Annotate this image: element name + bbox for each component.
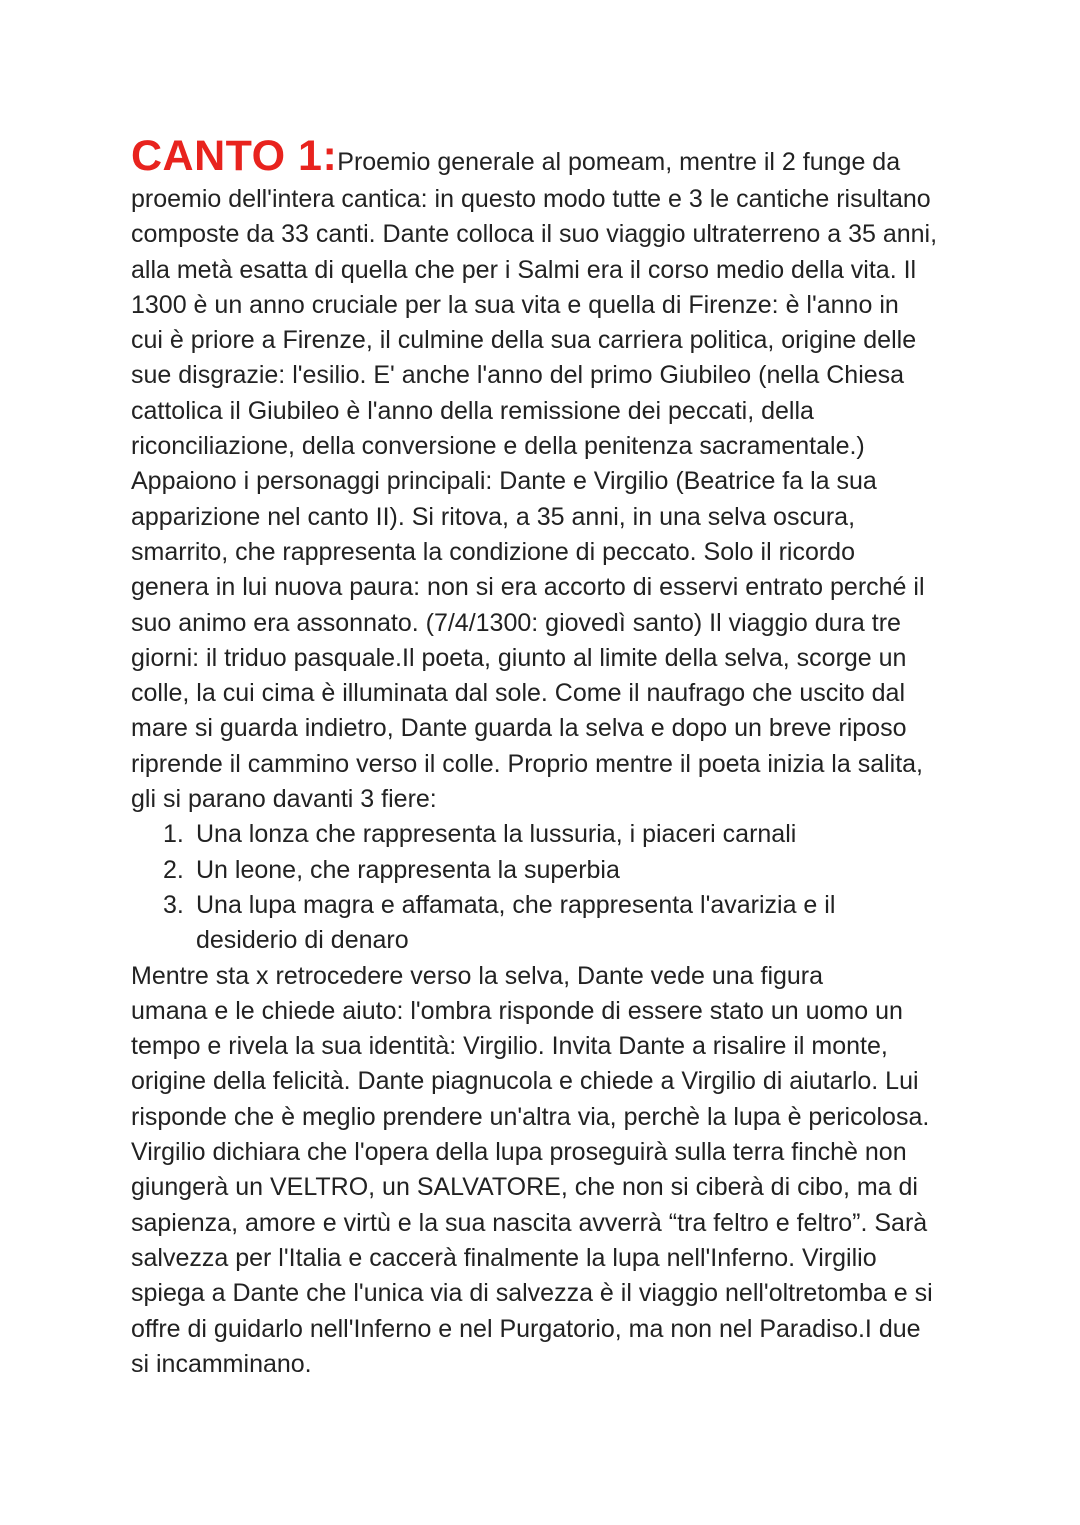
list-item-text: Un leone, che rappresenta la superbia: [196, 855, 620, 884]
fiere-list: [131, 817, 961, 958]
text-line: gli si parano davanti 3 fiere:: [131, 785, 437, 814]
text-line: Virgilio dichiara che l'opera della lupa proseguirà sulla terra finchè non: [131, 1138, 907, 1167]
list-item-number: 3.: [163, 890, 184, 919]
canto-title: CANTO 1:: [131, 132, 338, 180]
text-line: tempo e rivela la sua identità: Virgilio. Invita Dante a risalire il monte,: [131, 1032, 888, 1061]
text-line: mare si guarda indietro, Dante guarda la selva e dopo un breve riposo: [131, 714, 907, 743]
text-line: si incamminano.: [131, 1349, 312, 1378]
text-line: composte da 33 canti. Dante colloca il suo viaggio ultraterreno a 35 anni,: [131, 220, 938, 249]
text-line: umana e le chiede aiuto: l'ombra risponde di essere stato un uomo un: [131, 996, 903, 1025]
paragraph-virgilio: [131, 959, 961, 1383]
text-line: offre di guidarlo nell'Inferno e nel Purgatorio, ma non nel Paradiso.I due: [131, 1314, 921, 1343]
text-line: riprende il cammino verso il colle. Proprio mentre il poeta inizia la salita,: [131, 749, 924, 778]
text-line: colle, la cui cima è illuminata dal sole. Come il naufrago che uscito dal: [131, 679, 905, 708]
text-line: suo animo era assonnato. (7/4/1300: giovedì santo) Il viaggio dura tre: [131, 608, 901, 637]
fiera-list-item: [131, 853, 961, 888]
list-item-text: Una lupa magra e affamata, che rappresenta l'avarizia e il: [196, 890, 836, 919]
text-line: spiega a Dante che l'unica via di salvezza è il viaggio nell'oltretomba e si: [131, 1279, 933, 1308]
text-line: origine della felicità. Dante piagnucola e chiede a Virgilio di aiutarlo. Lui: [131, 1067, 919, 1096]
text-line: proemio dell'intera cantica: in questo modo tutte e 3 le cantiche risultano: [131, 185, 931, 213]
text-line: alla metà esatta di quella che per i Salmi era il corso medio della vita. Il: [131, 255, 917, 284]
list-item-number: 2.: [163, 855, 184, 884]
text-line: giungerà un VELTRO, un SALVATORE, che non si ciberà di cibo, ma di: [131, 1173, 918, 1202]
canto-heading-line: [131, 132, 961, 186]
text-line: cui è priore a Firenze, il culmine della sua carriera politica, origine delle: [131, 326, 917, 355]
text-line: cattolica il Giubileo è l'anno della remissione dei peccati, della: [131, 396, 814, 425]
text-line: Mentre sta x retrocedere verso la selva, Dante vede una figura: [131, 961, 824, 990]
paragraph-intro: [131, 182, 961, 817]
text-line: smarrito, che rappresenta la condizione di peccato. Solo il ricordo: [131, 537, 855, 566]
text-line: genera in lui nuova paura: non si era accorto di esservi entrato perché il: [131, 573, 925, 602]
text-line: Appaiono i personaggi principali: Dante e Virgilio (Beatrice fa la sua: [131, 467, 877, 496]
list-item-text: desiderio di denaro: [196, 926, 409, 955]
document-page: [131, 132, 961, 1382]
text-line: apparizione nel canto II). Si ritova, a 35 anni, in una selva oscura,: [131, 502, 856, 531]
list-item-number: 1.: [163, 820, 184, 849]
fiera-list-item: [131, 817, 961, 852]
text-line: sapienza, amore e virtù e la sua nascita avverrà “tra feltro e feltro”. Sarà: [131, 1208, 928, 1237]
text-line: sue disgrazie: l'esilio. E' anche l'anno del primo Giubileo (nella Chiesa: [131, 361, 905, 390]
text-line: salvezza per l'Italia e caccerà finalmente la lupa nell'Inferno. Virgilio: [131, 1243, 877, 1272]
list-item-text: Una lonza che rappresenta la lussuria, i piaceri carnali: [196, 820, 797, 849]
text-line: giorni: il triduo pasquale.Il poeta, giunto al limite della selva, scorge un: [131, 643, 907, 672]
fiera-list-item: [131, 888, 961, 959]
text-line: 1300 è un anno cruciale per la sua vita e quella di Firenze: è l'anno in: [131, 290, 899, 319]
text-line: risponde che è meglio prendere un'altra via, perchè la lupa è pericolosa.: [131, 1102, 930, 1131]
heading-first-line-text: Proemio generale al pomeam, mentre il 2 funge da: [337, 148, 901, 176]
text-line: riconciliazione, della conversione e della penitenza sacramentale.): [131, 432, 865, 461]
